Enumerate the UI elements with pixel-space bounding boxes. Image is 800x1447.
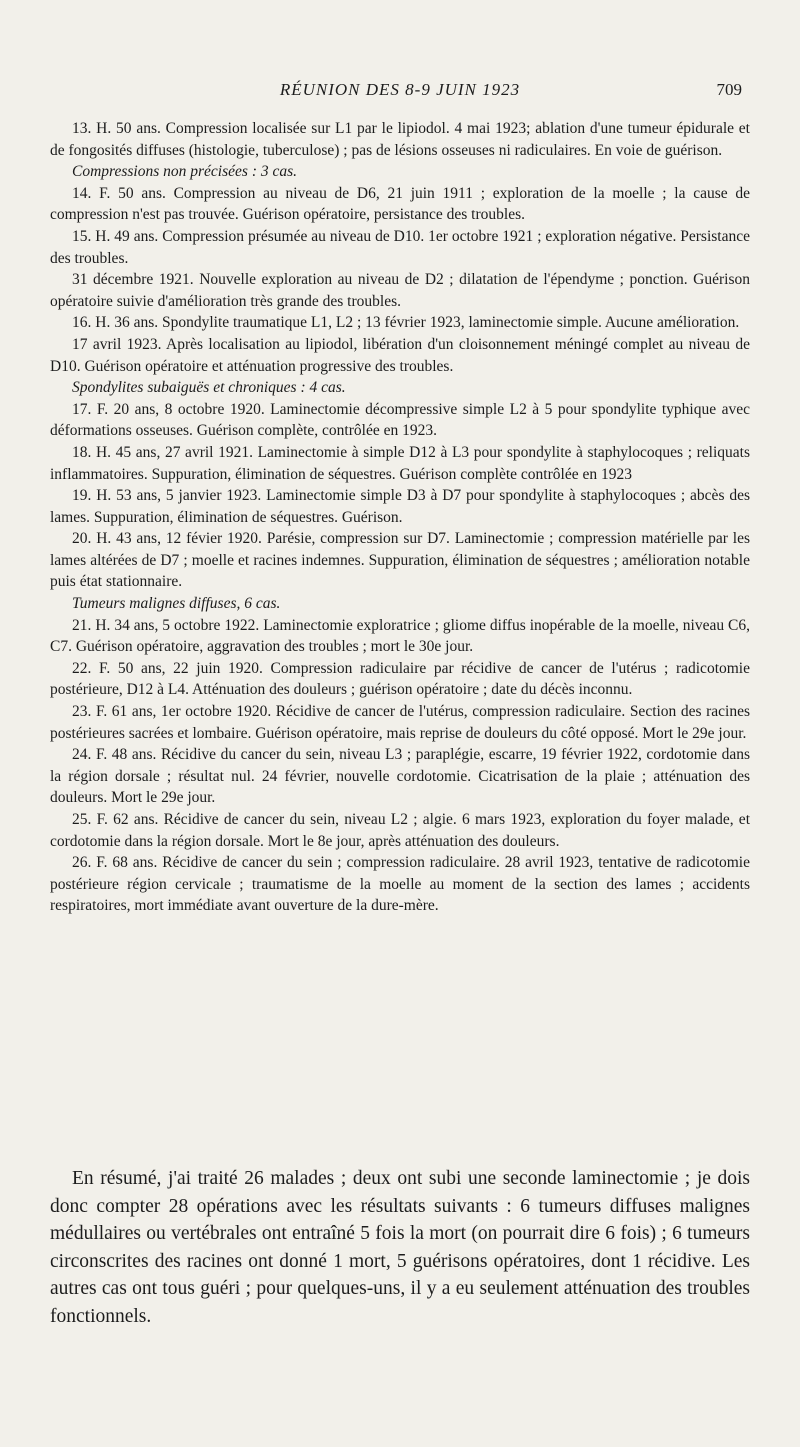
section-heading-tumeurs-malignes: Tumeurs malignes diffuses, 6 cas. [72,595,281,613]
case-15: 15. H. 49 ans. Compression présumée au niveau de D10. 1er octobre 1921 ; exploration négative. Persistance des troubles. [50,227,750,267]
case-21: 21. H. 34 ans, 5 octobre 1922. Laminectomie exploratrice ; gliome diffus inopérable de la moelle, niveau C6, C7. Guérison opératoire, aggravation des troubles ; mort le 30e jour. [50,616,750,656]
case-13: 13. H. 50 ans. Compression localisée sur L1 par le lipiodol. 4 mai 1923; ablation d'une tumeur épidurale et de fongosités diffuses (histologie, tuberculose) ; pas de lésions osseuses ni radiculaires. En voie de guérison. [50,120,750,159]
running-title: RÉUNION DES 8-9 JUIN 1923 [279,80,521,99]
case-17: 17. F. 20 ans, 8 octobre 1920. Laminectomie décompressive simple L2 à 5 pour spondylite typhique avec déformations osseuses. Guérison complète, contrôlée en 1923. [50,400,750,440]
summary-section [50,1165,750,1330]
page-number: 709 [716,80,742,99]
case-15-followup: 31 décembre 1921. Nouvelle exploration au niveau de D2 ; dilatation de l'épendyme ; ponction. Guérison opératoire suivie d'amélioration très grande des troubles. [50,271,750,310]
section-heading-spondylites: Spondylites subaiguës et chroniques : 4 cas. [72,379,346,397]
case-list [50,118,750,917]
case-19: 19. H. 53 ans, 5 janvier 1923. Laminectomie simple D3 à D7 pour spondylite à staphylocoques ; abcès des lames. Suppuration, élimination de séquestres. Guérison. [50,487,750,526]
section-heading-compressions-non-precisees: Compressions non précisées : 3 cas. [72,163,298,181]
case-22: 22. F. 50 ans, 22 juin 1920. Compression radiculaire par récidive de cancer de l'utérus ; radicotomie postérieure, D12 à L4. Atténuation des douleurs ; guérison opératoire ; date du décès inconnu. [50,659,750,699]
case-23: 23. F. 61 ans, 1er octobre 1920. Récidive de cancer de l'utérus, compression radiculaire. Section des racines postérieures sacrées et lombaire. Guérison opératoire, mais reprise de douleurs du côté opposé. Mort le 29e jour. [50,703,750,742]
case-14: 14. F. 50 ans. Compression au niveau de D6, 21 juin 1911 ; exploration de la moelle ; la cause de compression n'est pas trouvée. Guérison opératoire, persistance des troubles. [50,184,750,224]
case-26: 26. F. 68 ans. Récidive de cancer du sein ; compression radiculaire. 28 avril 1923, tentative de radicotomie postérieure région cervicale ; traumatisme de la moelle au moment de la section des lames ; accidents respiratoires, mort immédiate avant ouverture de la dure-mère. [50,854,750,915]
case-16: 16. H. 36 ans. Spondylite traumatique L1, L2 ; 13 février 1923, laminectomie simple. Aucune amélioration. [72,314,740,332]
case-20: 20. H. 43 ans, 12 févier 1920. Parésie, compression sur D7. Laminectomie ; compression matérielle par les lames altérées de D7 ; moelle et racines indemnes. Suppuration, élimination de séquestres ; amélioration notable puis état stationnaire. [50,530,750,591]
summary-paragraph: En résumé, j'ai traité 26 malades ; deux ont subi une seconde laminectomie ; je dois donc compter 28 opérations avec les résultats suivants : 6 tumeurs diffuses malignes médullaires ou vertébrales ont entraîné 5 fois la mort (on pourrait dire 6 fois) ; 6 tumeurs circonscrites des racines ont donné 1 mort, 5 guérisons opératoires, dont 1 récidive. Les autres cas ont tous guéri ; pour quelques-uns, il y a eu seulement atténuation des troubles fonctionnels. [50,1168,750,1327]
case-16-followup: 17 avril 1923. Après localisation au lipiodol, libération d'un cloisonnement méningé complet au niveau de D10. Guérison opératoire et atténuation progressive des troubles. [50,335,750,375]
case-18: 18. H. 45 ans, 27 avril 1921. Laminectomie à simple D12 à L3 pour spondylite à staphylocoques ; reliquats inflammatoires. Suppuration, élimination de séquestres. Guérison complète contrôlée en 1923 [50,443,750,483]
case-24: 24. F. 48 ans. Récidive du cancer du sein, niveau L3 ; paraplégie, escarre, 19 février 1922, cordotomie dans la région dorsale ; résultat nul. 24 février, nouvelle cordotomie. Cicatrisation de la plaie ; atténuation des douleurs. Mort le 29e jour. [50,746,750,807]
page-header [50,80,750,106]
case-25: 25. F. 62 ans. Récidive de cancer du sein, niveau L2 ; algie. 6 mars 1923, exploration du foyer malade, et cordotomie dans la région dorsale. Mort le 8e jour, après atténuation des douleurs. [50,811,750,850]
